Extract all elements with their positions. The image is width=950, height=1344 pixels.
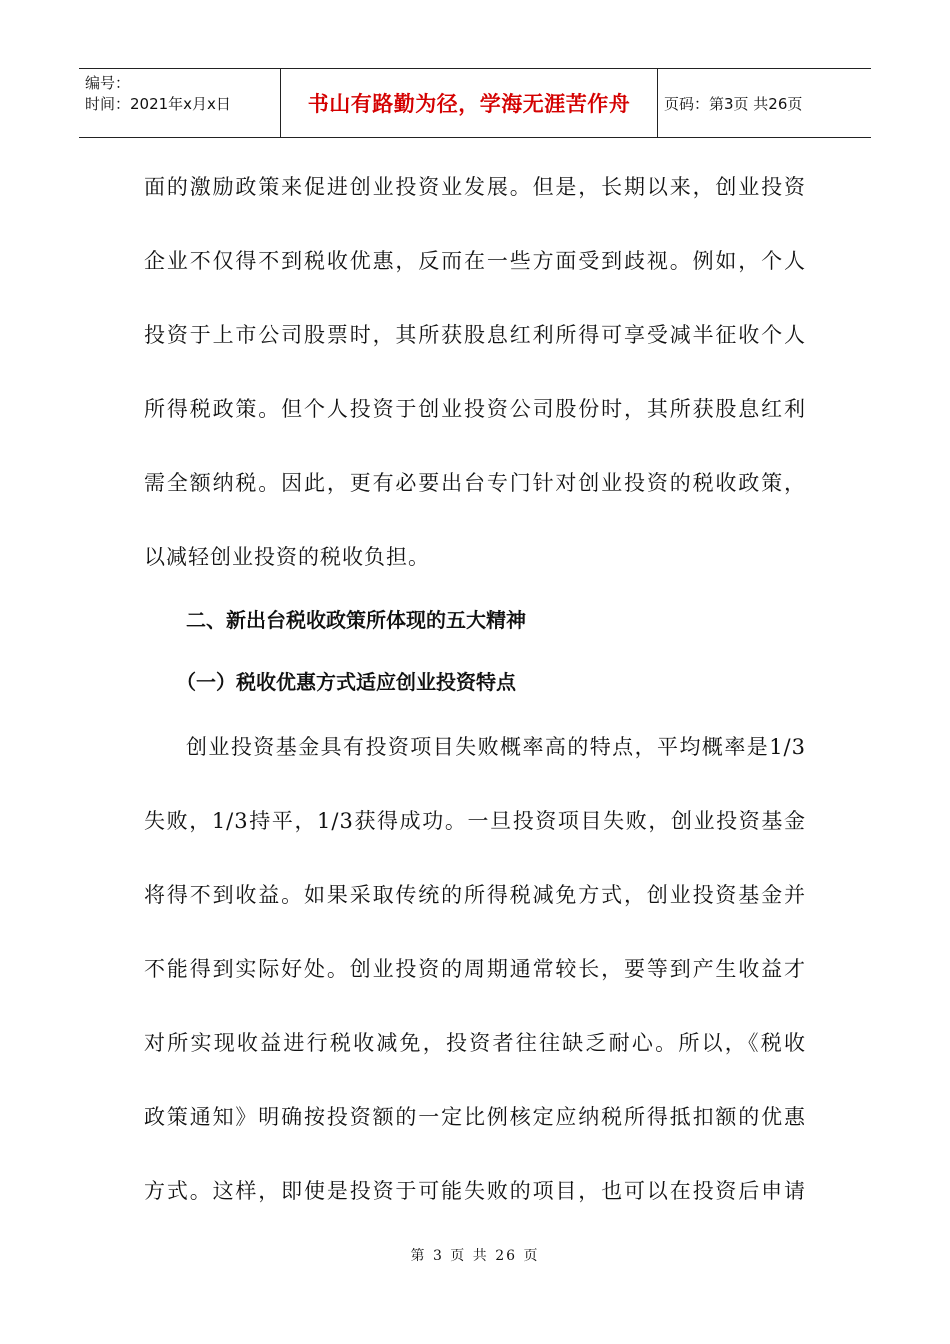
page-header bbox=[79, 68, 871, 138]
section-heading: 二、新出台税收政策所体现的五大精神 bbox=[186, 608, 526, 632]
document-time: 时间：2021年x月x日 bbox=[85, 95, 231, 113]
paragraph-line: 政策通知》明确按投资额的一定比例核定应纳税所得抵扣额的优惠 bbox=[144, 1105, 806, 1129]
paragraph-line: 对所实现收益进行税收减免，投资者往往缺乏耐心。所以，《税收 bbox=[144, 1031, 806, 1055]
paragraph-line: 需全额纳税。因此，更有必要出台专门针对创业投资的税收政策， bbox=[144, 471, 806, 495]
document-number: 编号： bbox=[85, 74, 131, 92]
paragraph-line: 所得税政策。但个人投资于创业投资公司股份时，其所获股息红利 bbox=[144, 397, 806, 421]
header-motto: 书山有路勤为径，学海无涯苦作舟 bbox=[307, 92, 631, 116]
page-footer: 第 3 页 共 26 页 bbox=[410, 1248, 540, 1264]
header-motto-cell bbox=[281, 69, 658, 137]
paragraph-line: 方式。这样，即使是投资于可能失败的项目，也可以在投资后申请 bbox=[144, 1179, 806, 1203]
paragraph-line: 不能得到实际好处。创业投资的周期通常较长，要等到产生收益才 bbox=[144, 957, 806, 981]
paragraph-line: 将得不到收益。如果采取传统的所得税减免方式，创业投资基金并 bbox=[144, 883, 806, 907]
header-meta-cell bbox=[79, 69, 281, 137]
paragraph-line: 投资于上市公司股票时，其所获股息红利所得可享受减半征收个人 bbox=[144, 323, 806, 347]
header-page-number: 页码：第3页 共26页 bbox=[664, 94, 803, 113]
header-page-cell bbox=[658, 69, 871, 137]
paragraph-line: 失败，1/3持平，1/3获得成功。一旦投资项目失败，创业投资基金 bbox=[144, 809, 806, 833]
subsection-heading: （一）税收优惠方式适应创业投资特点 bbox=[176, 670, 516, 694]
paragraph-line: 面的激励政策来促进创业投资业发展。但是，长期以来，创业投资 bbox=[144, 175, 806, 199]
paragraph-line: 以减轻创业投资的税收负担。 bbox=[144, 545, 430, 569]
paragraph-line: 创业投资基金具有投资项目失败概率高的特点，平均概率是1/3 bbox=[186, 735, 806, 759]
paragraph-line: 企业不仅得不到税收优惠，反而在一些方面受到歧视。例如，个人 bbox=[144, 249, 806, 273]
